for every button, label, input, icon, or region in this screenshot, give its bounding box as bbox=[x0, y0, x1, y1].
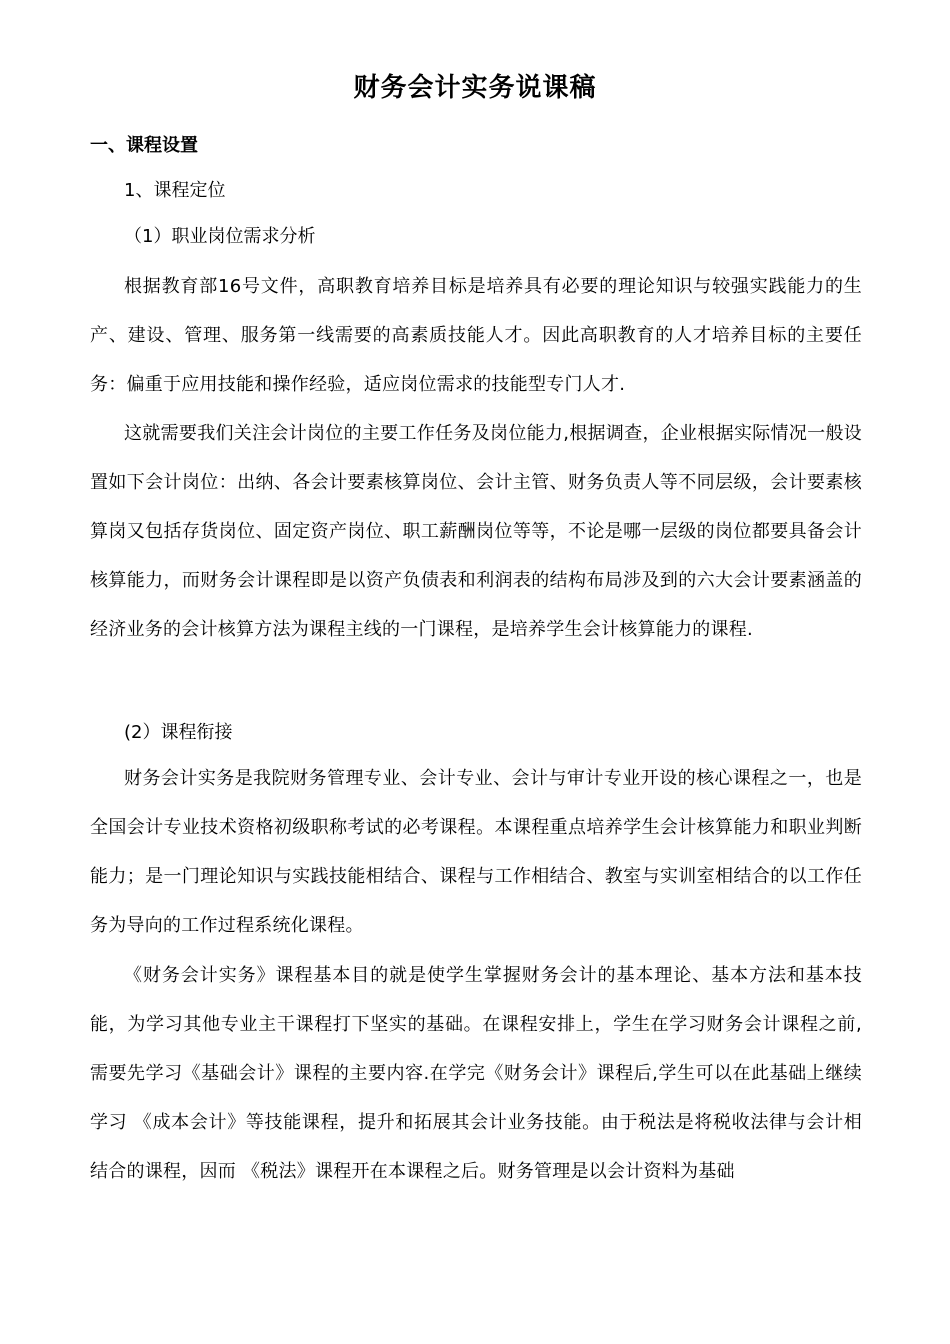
subheading-course-positioning: 1、课程定位 bbox=[124, 180, 226, 201]
paragraph-training-goal: 根据教育部16号文件，高职教育培养目标是培养具有必要的理论知识与较强实践能力的生产、建设、管理、服务第一线需要的高素质技能人才。因此高职教育的人才培养目标的主要任务：偏重于应用技能和操作经验，适应岗位需求的技能型专门人才. bbox=[90, 276, 862, 395]
subheading-course-connection: (2）课程衔接 bbox=[124, 722, 233, 743]
paragraph-core-course: 财务会计实务是我院财务管理专业、会计专业、会计与审计专业开设的核心课程之一，也是全国会计专业技术资格初级职称考试的必考课程。本课程重点培养学生会计核算能力和职业判断能力；是一门理论知识与实践技能相结合、课程与工作相结合、教室与实训室相结合的以工作任务为导向的工作过程系统化课程。 bbox=[90, 768, 862, 936]
document-title: 财务会计实务说课稿 bbox=[353, 73, 597, 103]
subheading-job-demand-analysis: （1）职业岗位需求分析 bbox=[124, 226, 316, 247]
section-heading-course-setup: 一、课程设置 bbox=[90, 135, 198, 156]
paragraph-accounting-positions: 这就需要我们关注会计岗位的主要工作任务及岗位能力,根据调查，企业根据实际情况一般设置如下会计岗位：出纳、各会计要素核算岗位、会计主管、财务负责人等不同层级，会计要素核算岗又包括存货岗位、固定资产岗位、职工薪酬岗位等等，不论是哪一层级的岗位都要具备会计核算能力，而财务会计课程即是以资产负债表和利润表的结构布局涉及到的六大会计要素涵盖的经济业务的会计核算方法为课程主线的一门课程，是培养学生会计核算能力的课程. bbox=[90, 423, 862, 640]
paragraph-course-sequence: 《财务会计实务》课程基本目的就是使学生掌握财务会计的基本理论、基本方法和基本技能，为学习其他专业主干课程打下坚实的基础。在课程安排上，学生在学习财务会计课程之前,需要先学习《基础会计》课程的主要内容.在学完《财务会计》课程后,学生可以在此基础上继续学习 《成本会计》等技能课程，提升和拓展其会计业务技能。由于税法是将税收法律与会计相结合的课程，因而 《税法》课程开在本课程之后。财务管理是以会计资料为基础 bbox=[90, 965, 862, 1182]
